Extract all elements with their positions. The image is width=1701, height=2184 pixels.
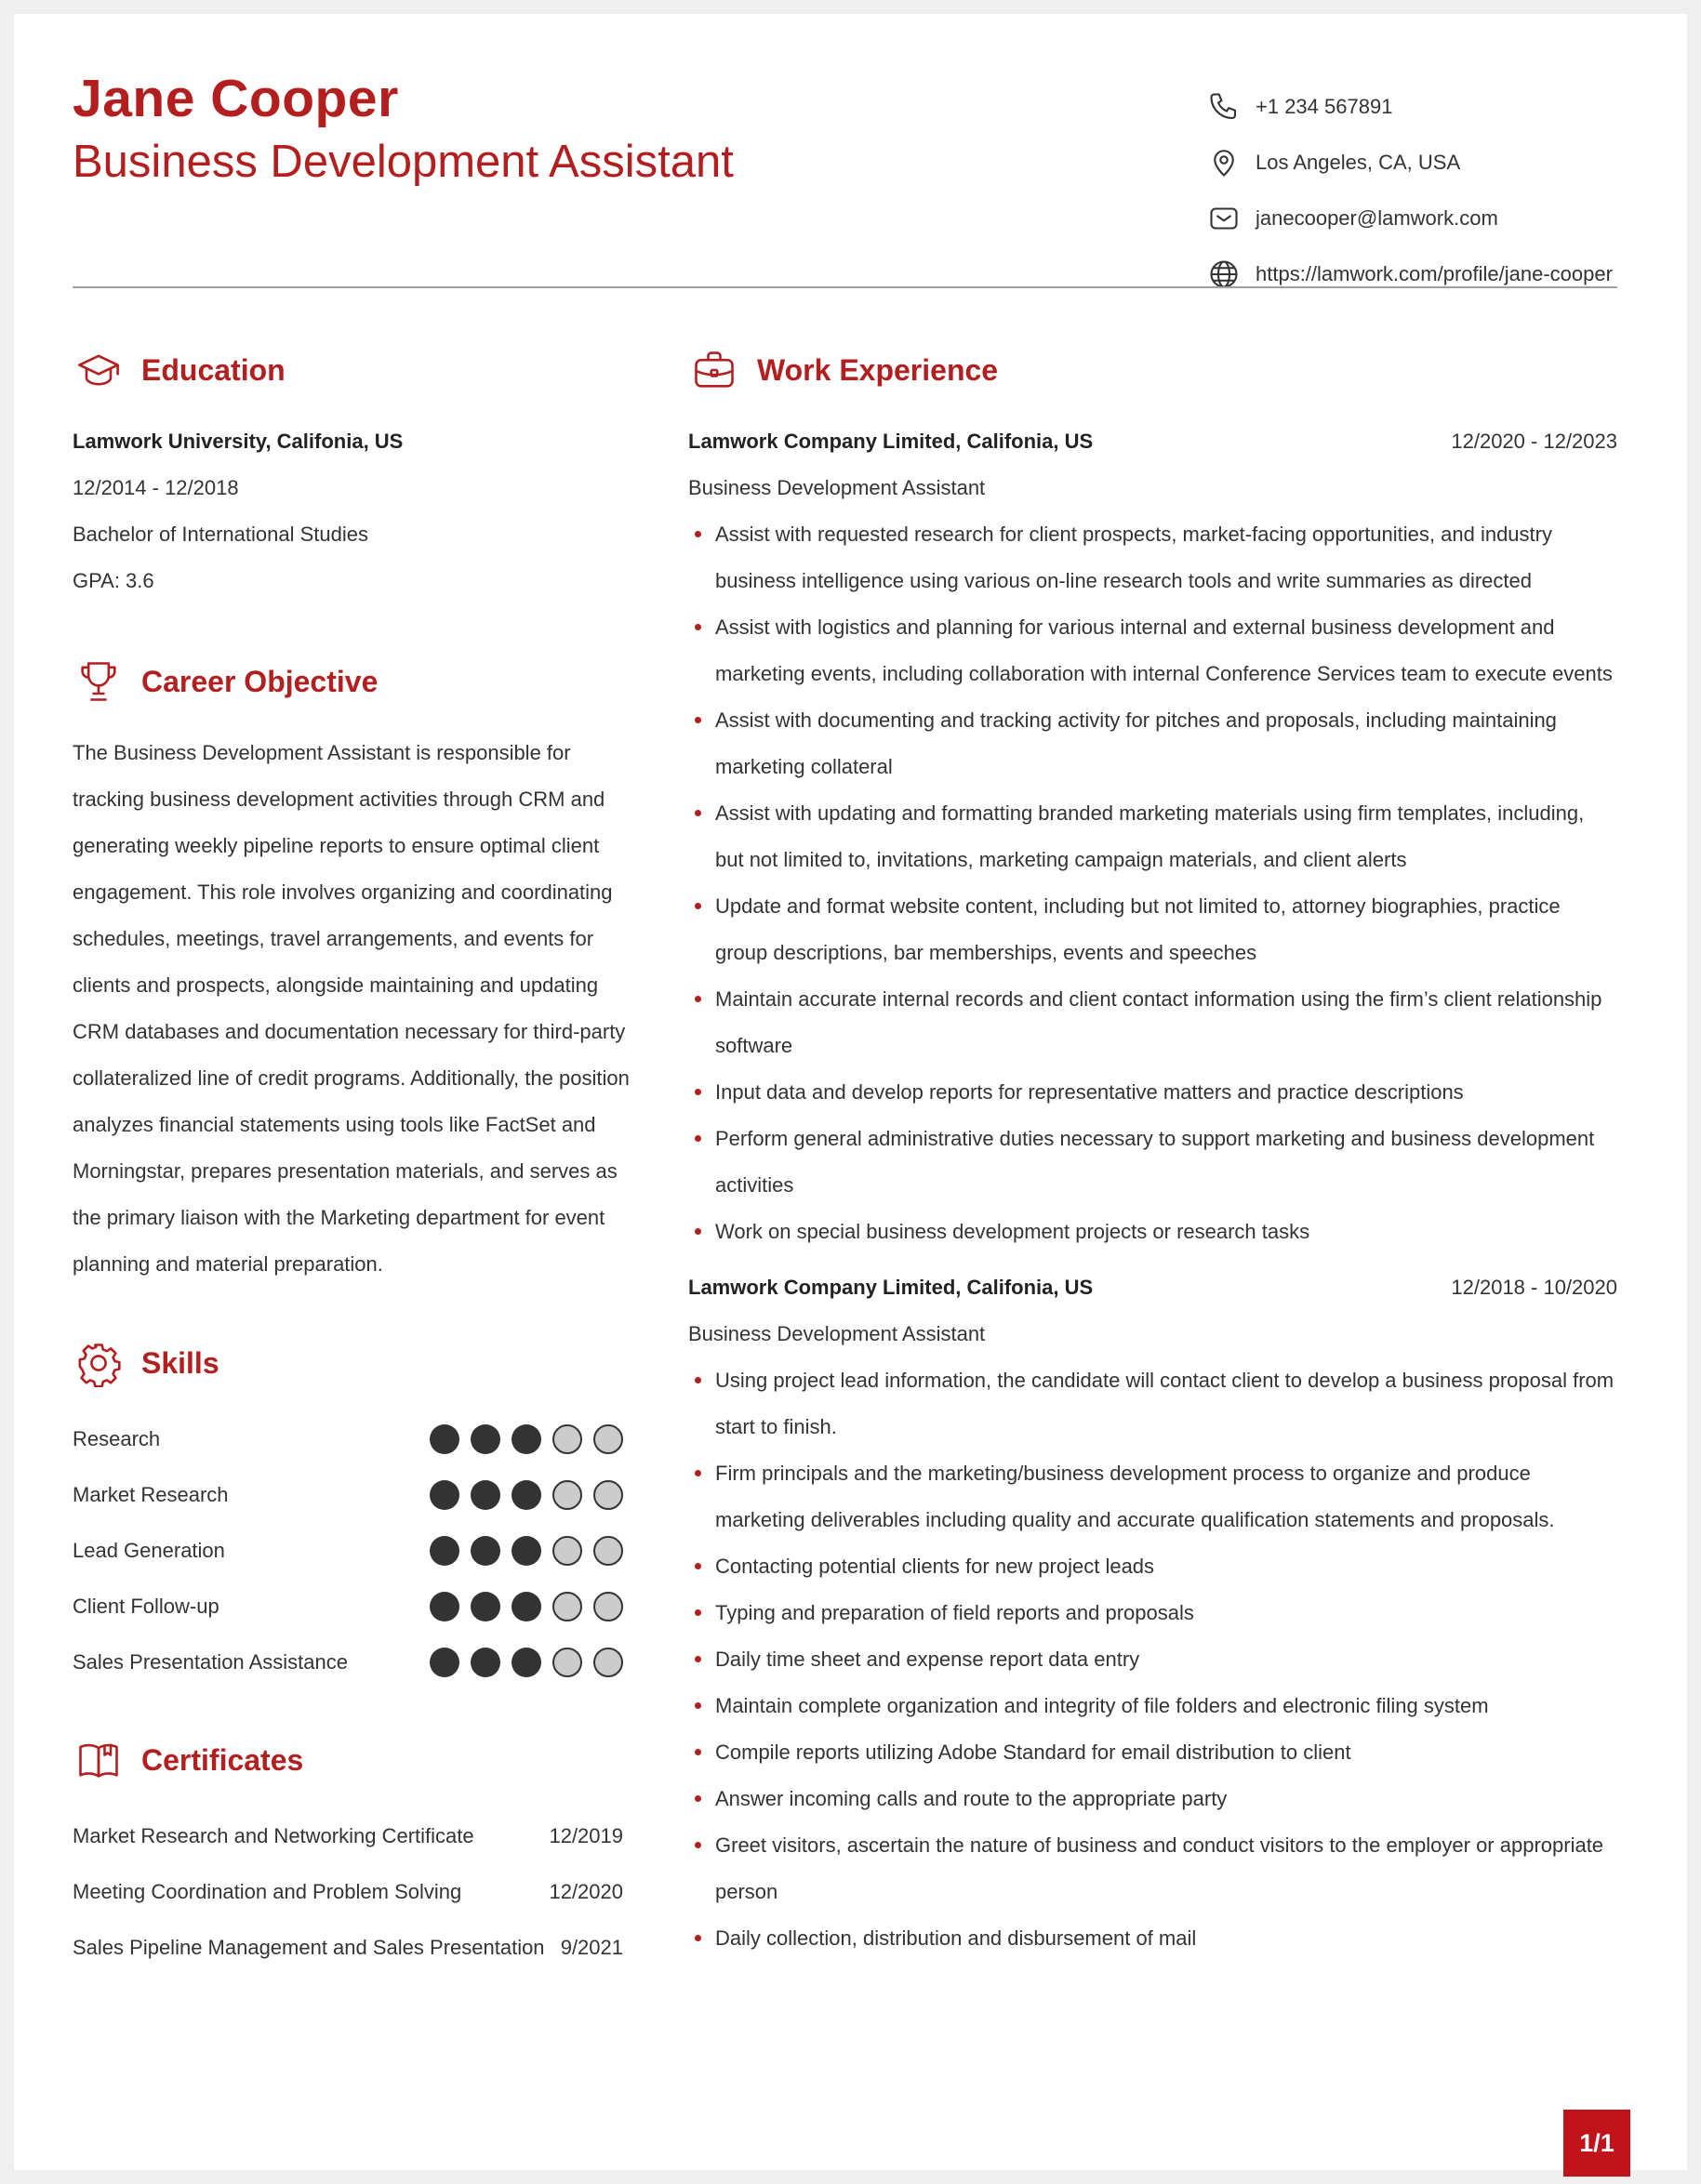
work-title: Work Experience xyxy=(757,352,999,387)
filled-dot xyxy=(471,1648,500,1677)
empty-dot xyxy=(593,1536,623,1566)
job-header xyxy=(688,1264,1617,1311)
work-header xyxy=(688,344,998,396)
objective-section xyxy=(73,730,631,1288)
empty-dot xyxy=(552,1592,582,1621)
job-dates: 12/2020 - 12/2023 xyxy=(1451,430,1617,453)
skill-row xyxy=(73,1635,623,1690)
phone-icon xyxy=(1205,88,1243,126)
education-degree: Bachelor of International Studies xyxy=(73,523,368,546)
skill-level-rating xyxy=(430,1480,623,1510)
skill-level-rating xyxy=(430,1536,623,1566)
skills-header xyxy=(73,1337,219,1389)
filled-dot xyxy=(430,1592,459,1621)
filled-dot xyxy=(512,1592,541,1621)
contact-email-text[interactable]: janecooper@lamwork.com xyxy=(1256,206,1498,230)
briefcase-icon xyxy=(688,344,740,396)
job-responsibilities xyxy=(688,511,1617,1255)
open-book-icon xyxy=(73,1734,125,1786)
skill-name: Market Research xyxy=(73,1483,229,1506)
certificates-list xyxy=(73,1808,631,1976)
certificate-row xyxy=(73,1864,623,1920)
mail-icon xyxy=(1205,200,1243,237)
skills-title: Skills xyxy=(141,1345,219,1380)
graduation-cap-icon xyxy=(73,344,125,396)
responsibility-item: Update and format website content, including but not limited to, attorney biographies, practice group descriptions, bar memberships, events and speeches xyxy=(688,883,1617,976)
skill-row xyxy=(73,1523,623,1579)
skill-name: Lead Generation xyxy=(73,1539,225,1562)
job-company: Lamwork Company Limited, Califonia, US xyxy=(688,1276,1094,1299)
responsibility-item: Assist with documenting and tracking activity for pitches and proposals, including maintaining marketing collateral xyxy=(688,697,1617,790)
responsibility-item: Assist with logistics and planning for various internal and external business development and marketing events, including collaboration with internal Conference Services team to execute events xyxy=(688,604,1617,697)
certificate-date: 9/2021 xyxy=(560,1936,623,1959)
certificate-date: 12/2020 xyxy=(549,1880,623,1903)
filled-dot xyxy=(471,1424,500,1454)
gear-icon xyxy=(73,1337,125,1389)
responsibility-item: Maintain complete organization and integrity of file folders and electronic filing system xyxy=(688,1683,1617,1729)
skill-level-rating xyxy=(430,1592,623,1621)
contact-location xyxy=(1205,135,1642,191)
empty-dot xyxy=(552,1480,582,1510)
certificate-name: Meeting Coordination and Problem Solving xyxy=(73,1880,462,1903)
responsibility-item: Greet visitors, ascertain the nature of business and conduct visitors to the employer or appropriate person xyxy=(688,1822,1617,1915)
skill-level-rating xyxy=(430,1424,623,1454)
job-company: Lamwork Company Limited, Califonia, US xyxy=(688,430,1094,453)
responsibility-item: Compile reports utilizing Adobe Standard for email distribution to client xyxy=(688,1729,1617,1776)
filled-dot xyxy=(471,1536,500,1566)
certificate-row xyxy=(73,1808,623,1864)
contact-phone-text: +1 234 567891 xyxy=(1256,95,1393,118)
education-section xyxy=(73,418,631,604)
job-entry xyxy=(688,1264,1617,1962)
skill-row xyxy=(73,1579,623,1635)
filled-dot xyxy=(430,1536,459,1566)
responsibility-item: Daily time sheet and expense report data entry xyxy=(688,1636,1617,1683)
empty-dot xyxy=(552,1424,582,1454)
certificate-name: Sales Pipeline Management and Sales Presentation xyxy=(73,1936,545,1959)
certificate-row xyxy=(73,1920,623,1976)
education-dates: 12/2014 - 12/2018 xyxy=(73,476,239,499)
responsibility-item: Perform general administrative duties necessary to support marketing and business development activities xyxy=(688,1116,1617,1209)
filled-dot xyxy=(430,1648,459,1677)
filled-dot xyxy=(512,1480,541,1510)
job-spacer xyxy=(688,1255,1617,1264)
job-position: Business Development Assistant xyxy=(688,476,986,499)
skill-name: Client Follow-up xyxy=(73,1595,219,1618)
skill-row xyxy=(73,1467,623,1523)
empty-dot xyxy=(593,1592,623,1621)
skill-name: Research xyxy=(73,1427,161,1450)
empty-dot xyxy=(593,1648,623,1677)
filled-dot xyxy=(430,1480,459,1510)
filled-dot xyxy=(471,1480,500,1510)
contact-website-link[interactable]: https://lamwork.com/profile/jane-cooper xyxy=(1256,262,1613,285)
certificate-name: Market Research and Networking Certificate xyxy=(73,1824,474,1847)
responsibility-item: Firm principals and the marketing/business development process to organize and produce marketing deliverables including quality and accurate qualification statements and proposals. xyxy=(688,1450,1617,1543)
objective-title: Career Objective xyxy=(141,664,379,698)
responsibility-item: Using project lead information, the candidate will contact client to develop a business proposal from start to finish. xyxy=(688,1357,1617,1450)
responsibility-item: Answer incoming calls and route to the appropriate party xyxy=(688,1776,1617,1822)
candidate-name: Jane Cooper xyxy=(73,69,399,128)
responsibility-item: Contacting potential clients for new project leads xyxy=(688,1543,1617,1590)
filled-dot xyxy=(471,1592,500,1621)
location-pin-icon xyxy=(1205,144,1243,181)
filled-dot xyxy=(430,1424,459,1454)
contact-block xyxy=(1205,79,1642,302)
empty-dot xyxy=(593,1480,623,1510)
job-dates: 12/2018 - 10/2020 xyxy=(1451,1276,1617,1299)
filled-dot xyxy=(512,1424,541,1454)
certificate-date: 12/2019 xyxy=(549,1824,623,1847)
responsibility-item: Input data and develop reports for representative matters and practice descriptions xyxy=(688,1069,1617,1116)
education-school: Lamwork University, Califonia, US xyxy=(73,430,404,453)
empty-dot xyxy=(593,1424,623,1454)
filled-dot xyxy=(512,1536,541,1566)
job-position: Business Development Assistant xyxy=(688,1322,986,1345)
contact-email[interactable] xyxy=(1205,191,1642,246)
contact-location-text: Los Angeles, CA, USA xyxy=(1256,151,1461,174)
certificates-header xyxy=(73,1734,303,1786)
responsibility-item: Work on special business development projects or research tasks xyxy=(688,1209,1617,1255)
filled-dot xyxy=(512,1648,541,1677)
education-title: Education xyxy=(141,352,286,387)
objective-header xyxy=(73,655,378,708)
responsibility-item: Assist with updating and formatting branded marketing materials using firm templates, including, but not limited to, invitations, marketing campaign materials, and client alerts xyxy=(688,790,1617,883)
education-gpa: GPA: 3.6 xyxy=(73,569,154,592)
responsibility-item: Typing and preparation of field reports and proposals xyxy=(688,1590,1617,1636)
trophy-icon xyxy=(73,655,125,708)
job-responsibilities xyxy=(688,1357,1617,1962)
page-indicator: 1/1 xyxy=(1563,2110,1630,2177)
contact-website[interactable] xyxy=(1205,246,1642,302)
empty-dot xyxy=(552,1648,582,1677)
skill-level-rating xyxy=(430,1648,623,1677)
education-header xyxy=(73,344,286,396)
header-divider xyxy=(73,286,1617,288)
responsibility-item: Daily collection, distribution and disbursement of mail xyxy=(688,1915,1617,1962)
skill-name: Sales Presentation Assistance xyxy=(73,1650,348,1674)
responsibility-item: Assist with requested research for client prospects, market-facing opportunities, and industry business intelligence using various on-line research tools and write summaries as directed xyxy=(688,511,1617,604)
empty-dot xyxy=(552,1536,582,1566)
resume-page xyxy=(14,14,1687,2170)
skill-row xyxy=(73,1411,623,1467)
work-section xyxy=(688,418,1617,1962)
job-entry xyxy=(688,418,1617,1255)
skills-list xyxy=(73,1411,631,1690)
job-header xyxy=(688,418,1617,465)
certificates-title: Certificates xyxy=(141,1742,304,1777)
responsibility-item: Maintain accurate internal records and client contact information using the firm’s client relationship software xyxy=(688,976,1617,1069)
objective-text: The Business Development Assistant is responsible for tracking business development activities through CRM and generating weekly pipeline reports to ensure optimal client engagement. This role involves organizing and coordinating schedules, meetings, travel arrangements, and events for clients and prospects, alongside maintaining and updating CRM databases and documentation necessary for third-party collateralized line of credit programs. Additionally, the position analyzes financial statements using tools like FactSet and Morningstar, prepares presentation materials, and serves as the primary liaison with the Marketing department for event planning and material preparation. xyxy=(73,741,630,1276)
candidate-role: Business Development Assistant xyxy=(73,137,734,187)
contact-phone xyxy=(1205,79,1642,135)
